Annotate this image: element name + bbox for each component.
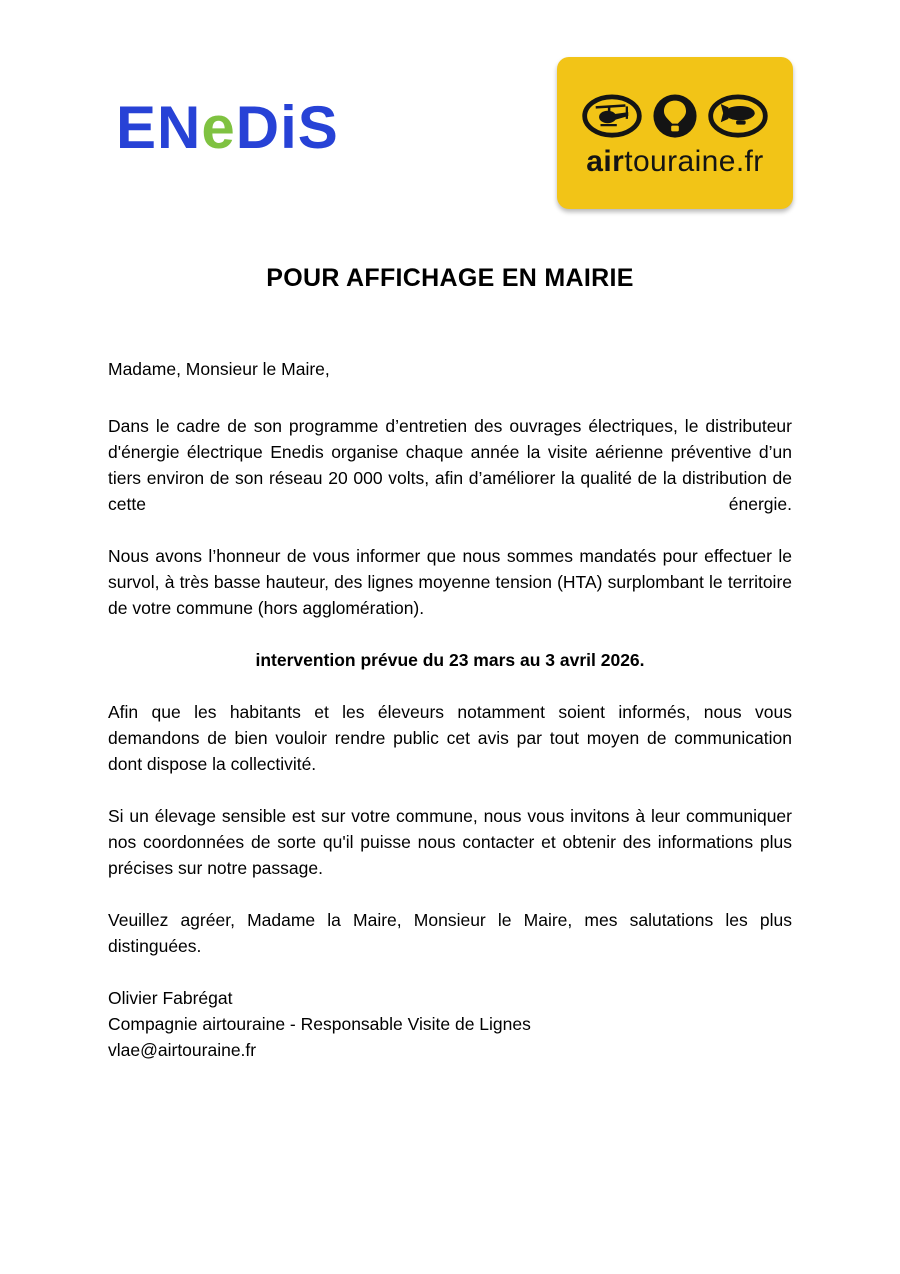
airtouraine-brand bbox=[586, 146, 763, 178]
closing-formula: Veuillez agréer, Madame la Maire, Monsieur le Maire, mes salutations les plus distinguées. bbox=[108, 910, 792, 956]
signature-role: Compagnie airtouraine - Responsable Visite de Lignes bbox=[108, 1014, 531, 1034]
page-title: POUR AFFICHAGE EN MAIRIE bbox=[266, 264, 634, 292]
airtouraine-logo bbox=[557, 57, 793, 209]
enedis-logo bbox=[116, 92, 339, 164]
intervention-dates: intervention prévue du 23 mars au 3 avril 2026. bbox=[255, 650, 645, 670]
signature-block bbox=[108, 985, 792, 1063]
balloon-icon bbox=[652, 93, 698, 139]
paragraph-information-publique: Afin que les habitants et les éleveurs notamment soient informés, nous vous demandons de bien vouloir rendre public cet avis par tout moyen de communication dont dispose la collectivité. bbox=[108, 702, 792, 774]
signature-name: Olivier Fabrégat bbox=[108, 988, 233, 1008]
enedis-logo-text-suffix: DiS bbox=[235, 94, 339, 161]
paragraph-elevage: Si un élevage sensible est sur votre commune, nous vous invitons à leur communiquer nos coordonnées de sorte qu'il puisse nous contacter et obtenir des informations plus précises sur notre passage. bbox=[108, 806, 792, 878]
letter-body bbox=[108, 356, 792, 1063]
enedis-logo-green-e: e bbox=[201, 94, 236, 161]
airtouraine-brand-rest: touraine.fr bbox=[624, 144, 764, 178]
enedis-logo-text-prefix: EN bbox=[116, 94, 202, 161]
helicopter-icon bbox=[581, 93, 643, 139]
paragraph-program: Dans le cadre de son programme d’entretien des ouvrages électriques, le distributeur d'énergie électrique Enedis organise chaque année la visite aérienne préventive d’un tiers environ de son réseau 20 000 volts, afin d’améliorer la qualité de la distribution de cette énergie. bbox=[108, 416, 792, 514]
airtouraine-brand-bold: air bbox=[586, 144, 625, 178]
airtouraine-icons-row bbox=[581, 93, 769, 139]
paragraph-survol: Nous avons l’honneur de vous informer que nous sommes mandatés pour effectuer le survol, à très basse hauteur, des lignes moyenne tension (HTA) surplombant le territoire de votre commune (hors agglomération). bbox=[108, 546, 792, 618]
salutation: Madame, Monsieur le Maire, bbox=[108, 359, 330, 379]
airship-icon bbox=[707, 93, 769, 139]
signature-email: vlae@airtouraine.fr bbox=[108, 1040, 257, 1060]
